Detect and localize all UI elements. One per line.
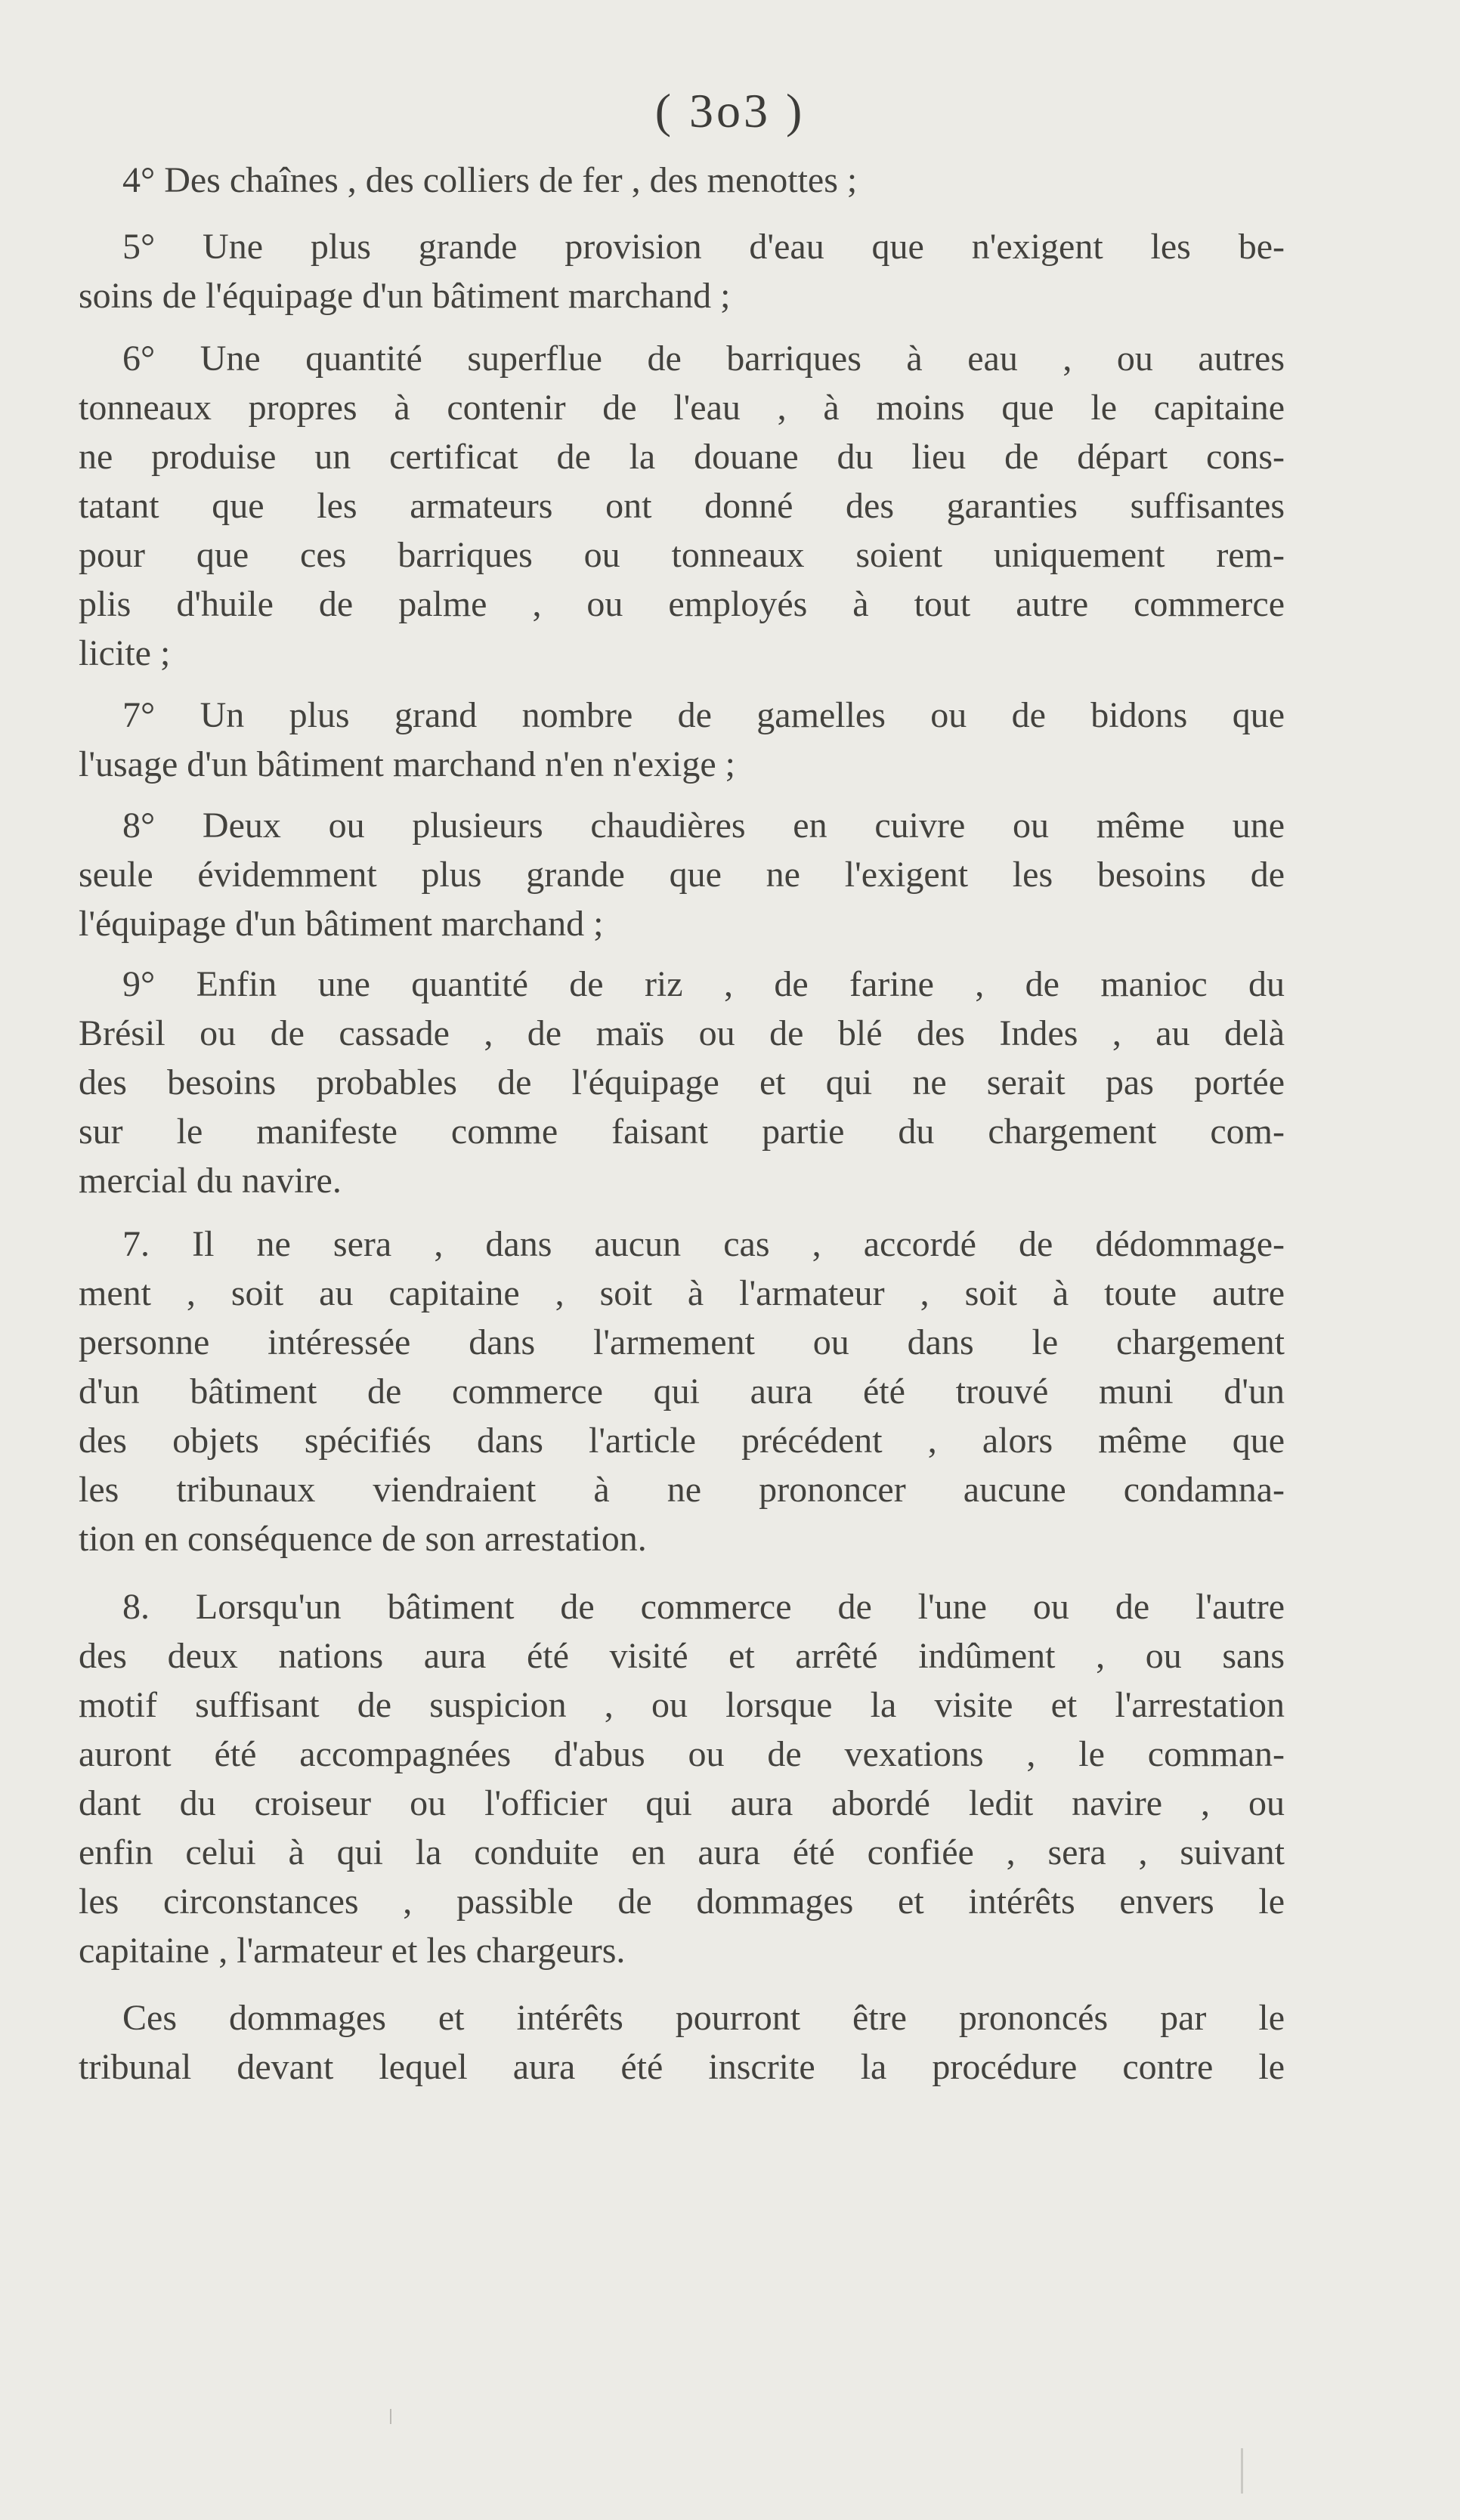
paragraph-item-8	[79, 801, 1285, 948]
text-line: pour que ces barriques ou tonneaux soient uniquement rem-	[79, 535, 1285, 575]
text-line: soins de l'équipage d'un bâtiment marchand ;	[79, 276, 731, 316]
text-line: dant du croiseur ou l'officier qui aura abordé ledit navire , ou	[79, 1783, 1285, 1823]
article-8	[79, 1582, 1285, 1975]
text-line: l'équipage d'un bâtiment marchand ;	[79, 904, 604, 944]
text-line: Brésil ou de cassade , de maïs ou de blé des Indes , au delà	[79, 1013, 1285, 1053]
text-line: tion en conséquence de son arrestation.	[79, 1519, 647, 1559]
text-line: tonneaux propres à contenir de l'eau , à moins que le capitaine	[79, 388, 1285, 428]
text-line: personne intéressée dans l'armement ou dans le chargement	[79, 1322, 1285, 1362]
text-line: plis d'huile de palme , ou employés à tout autre commerce	[79, 584, 1285, 624]
paragraph-item-4	[79, 156, 1285, 205]
text-line: 9° Enfin une quantité de riz , de farine , de manioc du	[122, 964, 1285, 1004]
text-line: 8° Deux ou plusieurs chaudières en cuivre ou même une	[122, 805, 1285, 846]
text-line: 7° Un plus grand nombre de gamelles ou de bidons que	[122, 695, 1285, 735]
text-line: d'un bâtiment de commerce qui aura été trouvé muni d'un	[79, 1371, 1285, 1412]
text-line: ne produise un certificat de la douane du lieu de départ cons-	[79, 437, 1285, 477]
text-line: tribunal devant lequel aura été inscrite la procédure contre le	[79, 2047, 1285, 2087]
text-line: les circonstances , passible de dommages et intérêts envers le	[79, 1881, 1285, 1922]
text-line: 5° Une plus grande provision d'eau que n'exigent les be-	[122, 227, 1285, 267]
text-line: tatant que les armateurs ont donné des garanties suffisantes	[79, 486, 1285, 526]
text-line: mercial du navire.	[79, 1161, 342, 1201]
text-line: des objets spécifiés dans l'article précédent , alors même que	[79, 1421, 1285, 1461]
paragraph-item-5	[79, 222, 1285, 320]
paragraph-item-7	[79, 691, 1285, 789]
text-line: des deux nations aura été visité et arrêté indûment , ou sans	[79, 1636, 1285, 1676]
paper-mark	[1241, 2448, 1243, 2494]
text-line: les tribunaux viendraient à ne prononcer aucune condamna-	[79, 1470, 1285, 1510]
text-line: motif suffisant de suspicion , ou lorsque la visite et l'arrestation	[79, 1685, 1285, 1725]
text-line: ment , soit au capitaine , soit à l'armateur , soit à toute autre	[79, 1273, 1285, 1313]
text-line: Ces dommages et intérêts pourront être prononcés par le	[122, 1998, 1285, 2038]
article-7	[79, 1220, 1285, 1563]
text-line: l'usage d'un bâtiment marchand n'en n'exige ;	[79, 744, 735, 784]
text-line: 8. Lorsqu'un bâtiment de commerce de l'une ou de l'autre	[122, 1587, 1285, 1627]
text-line: 6° Une quantité superflue de barriques à eau , ou autres	[122, 339, 1285, 379]
paragraph-continuation	[79, 1993, 1285, 2092]
paragraph-item-9	[79, 960, 1285, 1205]
text-line: capitaine , l'armateur et les chargeurs.	[79, 1931, 626, 1971]
text-line: seule évidemment plus grande que ne l'exigent les besoins de	[79, 855, 1285, 895]
page-number: ( 3o3 )	[654, 84, 806, 138]
paragraph-item-6	[79, 334, 1285, 678]
text-line: licite ;	[79, 633, 171, 673]
text-line: 4° Des chaînes , des colliers de fer , des menottes ;	[122, 160, 858, 200]
text-line: 7. Il ne sera , dans aucun cas , accordé de dédommage-	[122, 1224, 1285, 1264]
text-line: enfin celui à qui la conduite en aura été confiée , sera , suivant	[79, 1832, 1285, 1872]
text-line: des besoins probables de l'équipage et qui ne serait pas portée	[79, 1062, 1285, 1102]
paper-mark	[390, 2409, 391, 2424]
text-line: sur le manifeste comme faisant partie du chargement com-	[79, 1112, 1285, 1152]
text-line: auront été accompagnées d'abus ou de vexations , le comman-	[79, 1734, 1285, 1774]
